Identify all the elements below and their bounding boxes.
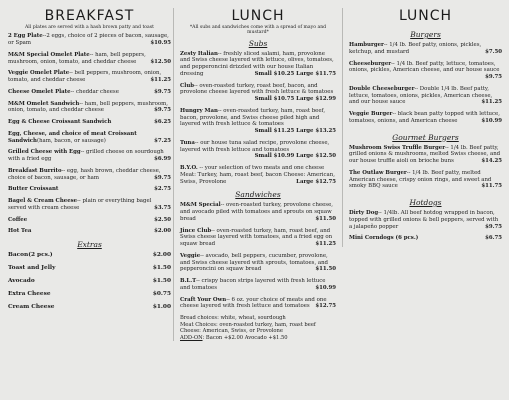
menu-item xyxy=(8,217,171,224)
item-description: -- 1/4 lb. Beef patty, lettuce, tomatoes, onions, pickles, American cheese, and our house sauce xyxy=(349,60,500,74)
menu-item xyxy=(349,42,502,56)
item-description: -- oven-roasted turkey, roast beef, bacon, and provolone cheese layered with fresh lettuce & tomatoes xyxy=(180,82,334,96)
item-description: -- ham, bell peppers, mushroom, onion, tomato, and cheddar cheese xyxy=(8,100,168,114)
item-price: $2.50 xyxy=(154,216,171,223)
item-name: Egg & Cheese Croissant Sandwich xyxy=(8,119,112,126)
item-description: -- avocado, bell peppers, cucumber, provolone, and Swiss cheese layered with sprouts, tomatoes, and pepperoncini on squaw bread xyxy=(180,252,329,273)
item-name: Hamburger xyxy=(349,42,384,48)
menu-item xyxy=(180,202,336,222)
lunch-note: *All subs and sandwiches come with a spread of mayo and mustard* xyxy=(189,25,327,36)
menu-item xyxy=(180,297,336,311)
item-description: -- ham, bell peppers, mushroom, onion, tomato, and cheddar cheese xyxy=(8,51,146,65)
addon-text: : Bacon +$2.00 Avocado +$1.50 xyxy=(202,334,288,341)
item-name: Coffee xyxy=(8,216,28,223)
item-price: $10.99 xyxy=(315,284,336,291)
item-name: Cheeseburger xyxy=(349,60,392,67)
extras-name: Cream Cheese xyxy=(8,304,55,311)
item-price: $3.75 xyxy=(154,204,171,211)
item-name: B.Y.O. xyxy=(180,165,198,172)
craft-notes xyxy=(180,315,336,335)
item-price: $2.75 xyxy=(154,186,171,193)
extras-row xyxy=(8,265,171,271)
item-price: $12.50 xyxy=(150,58,171,65)
item-description: -- 1/4lb. All beef hotdog wrapped in bacon, topped with grilled onions & bell peppers, served with a jalapeño popper xyxy=(349,210,499,230)
menu-item xyxy=(349,210,502,230)
hotdogs-list xyxy=(349,210,502,242)
item-description: -- your selection of two meats and one cheese Meat: Turkey, ham, roast beef, bacon Cheese: American, Swiss, Provolone xyxy=(180,165,335,185)
item-price: $6.25 xyxy=(154,119,171,126)
item-name: Veggie xyxy=(180,252,201,259)
extras-row xyxy=(8,252,171,258)
item-price: $11.75 xyxy=(481,183,502,190)
menu-item xyxy=(8,52,171,66)
item-price: $9.75 xyxy=(485,74,502,80)
extras-name: Bacon(2 pcs.) xyxy=(8,252,53,259)
menu-item xyxy=(8,168,171,182)
item-name: Egg, Cheese, and choice of meat Croissant Sandwich xyxy=(8,130,137,144)
item-price: $11.50 xyxy=(315,266,336,273)
menu-item xyxy=(349,235,502,242)
item-price: Large $12.75 xyxy=(296,178,336,185)
item-description: --2 eggs, choice of 2 pieces of bacon, sausage, or Spam xyxy=(8,33,169,47)
burgers-list xyxy=(349,42,502,125)
extras-title: Extras xyxy=(77,240,102,250)
item-price: Small $10.75 Large $12.99 xyxy=(254,96,336,103)
craft-note: Bread choices: white, wheat, sourdough xyxy=(180,315,286,322)
item-price: $9.75 xyxy=(154,174,171,181)
item-description: -- our house tuna salad recipe, provolone cheese, layered with fresh lettuce and tomatoes xyxy=(180,139,330,153)
item-description: -- 1/4 lb. Beef patty, grilled onions & mushrooms, melted Swiss cheese, and our house truffle aioli on brioche buns xyxy=(349,144,501,164)
craft-note: Meat Choices: oven-roasted turkey, ham, roast beef xyxy=(180,321,316,328)
extras-row xyxy=(8,278,171,284)
menu-item xyxy=(8,101,171,115)
menu-item xyxy=(349,111,502,125)
item-description: -- oven-roasted turkey, ham, roast beef, bacon, provolone, and Swiss cheese piled high and layered with fresh lettuce & tomatoes xyxy=(180,107,326,128)
item-name: Mushroom Swiss Truffle Burger xyxy=(349,144,446,151)
addon-label: ADD-ON xyxy=(180,334,203,341)
item-description: -- Double 1/4 lb. Beef patty, lettuce, tomatoes, onions, pickles, American cheese, and our house sauce xyxy=(349,85,493,106)
hotdogs-title: Hotdogs xyxy=(409,198,442,207)
lunch-title-1: LUNCH xyxy=(231,8,285,24)
lunch-title-2: LUNCH xyxy=(398,8,453,24)
addon-line xyxy=(180,335,336,342)
item-name: Double Cheeseburger xyxy=(349,85,415,92)
item-name: M&M Omelet Sandwich xyxy=(8,100,80,107)
extras-list xyxy=(8,252,171,310)
item-name: Tuna xyxy=(180,139,195,146)
item-price: $10.99 xyxy=(481,117,502,124)
item-description: -- 1/4 lb. Beef patty, onions, pickles, ketchup, and mustard xyxy=(349,42,482,55)
menu-item xyxy=(180,228,336,248)
item-price: $9.75 xyxy=(154,107,171,114)
extras-price: $1.50 xyxy=(152,278,171,285)
item-name: M&M Special xyxy=(180,202,221,209)
item-name: Veggie Burger xyxy=(349,111,393,117)
item-name: Mini Corndogs (6 pcs.) xyxy=(349,235,419,242)
gourmet-title: Gourmet Burgers xyxy=(392,132,459,142)
item-name: Craft Your Own xyxy=(180,296,227,303)
item-price: $11.50 xyxy=(315,215,336,222)
item-description: -- plain or everything bagel served with cream cheese xyxy=(8,198,152,211)
extras-price: $1.50 xyxy=(152,265,171,272)
item-name: Hot Tea xyxy=(8,228,32,235)
item-description: -- oven-roasted turkey, ham, roast beef, and Swiss cheese layered with tomatoes, and a fried egg on squaw bread xyxy=(180,227,333,248)
menu-item xyxy=(8,228,171,235)
extras-name: Extra Cheese xyxy=(8,291,51,298)
item-name: M&M Special Omelet Plate xyxy=(8,51,90,58)
extras-price: $0.75 xyxy=(152,291,171,298)
item-price: $9.75 xyxy=(154,88,171,95)
item-name: Jince Club xyxy=(180,227,212,234)
menu-item xyxy=(8,89,171,96)
menu-item xyxy=(349,61,502,81)
menu-item xyxy=(8,198,171,212)
breakfast-title: BREAKFAST xyxy=(44,8,135,24)
item-price: $9.75 xyxy=(485,223,502,230)
item-name: Dirty Dog xyxy=(349,210,379,216)
item-price: Small $10.25 Large $11.75 xyxy=(254,70,336,77)
menu-item xyxy=(180,51,336,78)
item-name: B.L.T xyxy=(180,278,197,285)
lunch-column-burgers xyxy=(342,8,502,247)
item-name: Breakfast Burrito xyxy=(8,167,62,174)
menu-item xyxy=(349,145,502,165)
item-description: -- grilled cheese on sourdough with a fried egg xyxy=(8,149,164,163)
item-name: Cheese Omelet Plate xyxy=(8,88,71,95)
menu-item xyxy=(8,33,171,47)
item-price: Small $11.25 Large $13.25 xyxy=(254,128,336,135)
menu-item xyxy=(8,131,171,145)
gourmet-list xyxy=(349,145,502,191)
item-price: $10.95 xyxy=(150,40,171,47)
subs-title: Subs xyxy=(248,38,268,48)
burgers-title: Burgers xyxy=(410,30,441,39)
item-description: -- crispy bacon strips layered with fresh lettuce and tomatoes xyxy=(180,278,326,291)
item-description: -- 6 oz. your choice of meats and one cheese layered with fresh lettuce and tomatoes xyxy=(180,296,327,310)
item-name: Veggie Omelet Plate xyxy=(8,70,70,77)
item-name: The Outlaw Burger xyxy=(349,169,407,176)
item-description: -- 1/4 lb. Beef patty, melted American cheese, crispy onion rings, and sweet and smoky BBQ sauce xyxy=(349,169,492,190)
item-description: (ham, bacon, or sausage) xyxy=(36,137,106,144)
item-description: -- freshly sliced salami, ham, provolone and Swiss cheese layered with lettuce, olives, tomatoes, and pepperoncini drizzled with our house Italian dressing xyxy=(180,50,334,77)
breakfast-note: All plates are served with a hash brown patty and toast xyxy=(24,25,155,30)
item-price: $6.75 xyxy=(485,235,502,242)
item-description: -- oven-roasted turkey, provolone cheese, and avocado piled with tomatoes and sprouts on squaw bread xyxy=(180,202,333,222)
item-name: Zesty Italian xyxy=(180,50,218,57)
item-description: -- cheddar cheese xyxy=(70,88,119,95)
extras-name: Avocado xyxy=(8,278,35,285)
item-price: Small $10.99 Large $12.50 xyxy=(254,153,336,160)
item-price: $7.25 xyxy=(154,137,171,144)
menu-item xyxy=(8,119,171,126)
item-price: $2.00 xyxy=(154,228,171,235)
item-name: Hungry Man xyxy=(180,107,218,114)
item-name: Grilled Cheese with Egg xyxy=(8,149,81,156)
item-price: $7.50 xyxy=(485,48,502,55)
sandwiches-title: Sandwiches xyxy=(235,190,281,200)
item-name: Bagel & Cream Cheese xyxy=(8,198,78,205)
menu-item xyxy=(8,149,171,163)
item-price: $12.75 xyxy=(315,303,336,310)
breakfast-column xyxy=(8,8,171,317)
extras-price: $2.00 xyxy=(152,252,171,259)
item-name: Butter Croissant xyxy=(8,186,59,193)
menu-item xyxy=(349,86,502,106)
menu-item xyxy=(180,253,336,273)
craft-note: Cheese: American, Swiss, or Provolone xyxy=(180,328,283,335)
menu-item xyxy=(180,83,336,103)
lunch-column-subs xyxy=(173,8,336,341)
menu-item xyxy=(8,70,171,84)
extras-row xyxy=(8,291,171,297)
breakfast-list xyxy=(8,33,171,235)
subs-list xyxy=(180,51,336,186)
extras-name: Toast and Jelly xyxy=(8,265,56,272)
item-price: $6.99 xyxy=(154,156,171,163)
item-description: -- black bean patty topped with lettuce, tomatoes, onions, and American cheese xyxy=(349,111,500,124)
menu-item xyxy=(180,278,336,292)
extras-row xyxy=(8,304,171,310)
item-price: $14.25 xyxy=(481,158,502,164)
item-price: $11.25 xyxy=(150,77,171,84)
item-description: -- bell peppers, mushroom, onion, tomato, and cheddar cheese xyxy=(8,70,162,84)
item-name: 2 Egg Plate xyxy=(8,33,43,40)
sandwiches-list xyxy=(180,202,336,310)
item-description: -- egg, hash brown, cheddar cheese, choice of bacon, sausage, or ham xyxy=(8,167,161,181)
menu-item xyxy=(349,170,502,190)
menu-item xyxy=(180,165,336,185)
menu-item xyxy=(8,186,171,193)
item-price: $11.25 xyxy=(315,241,336,248)
item-price: $11.25 xyxy=(481,99,502,106)
extras-price: $1.00 xyxy=(152,304,171,311)
item-name: Club xyxy=(180,82,195,89)
menu-item xyxy=(180,108,336,135)
menu-item xyxy=(180,140,336,160)
